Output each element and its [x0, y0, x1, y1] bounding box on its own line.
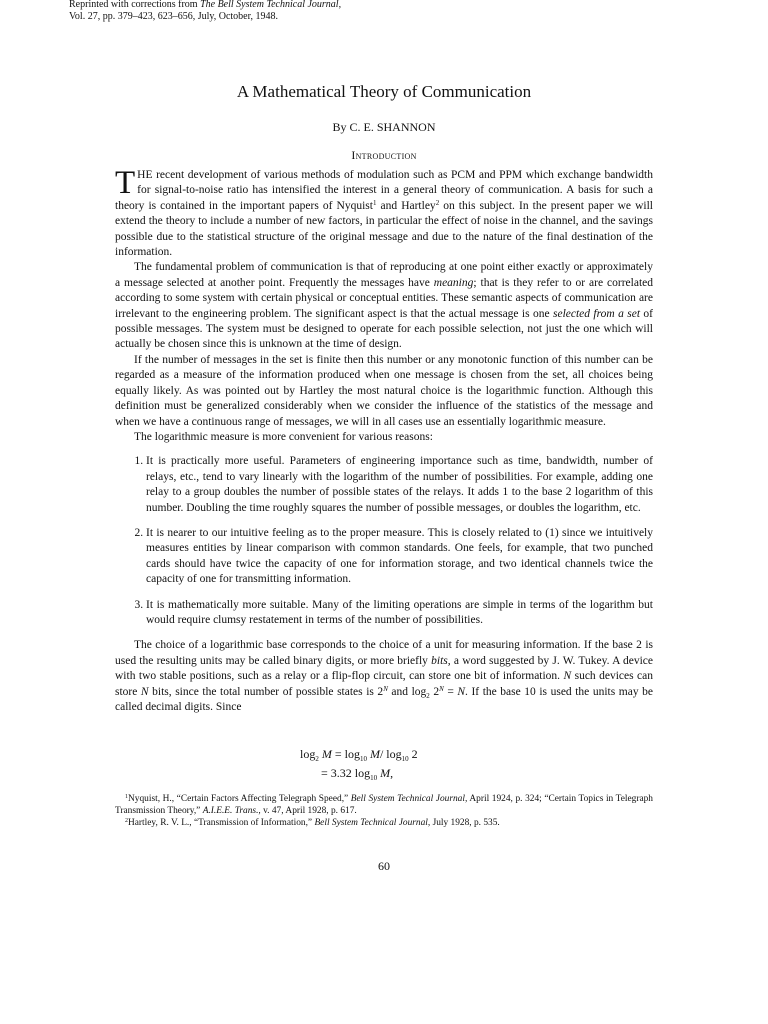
- eq-var-m: M: [321, 747, 332, 761]
- p1-text-b: and Hartley: [376, 199, 436, 212]
- subscript-2: 2: [426, 691, 430, 700]
- p2-text-b: ; that is they refer to or are correlated according to some system with certain physical or conceptual entities. These semantic aspects of communication are irrelevant to the engineering problem. The significant aspect is that the actual message is one: [115, 276, 653, 320]
- superscript-n: [383, 685, 388, 693]
- footnote-1: [115, 793, 653, 817]
- eq-sub: 10: [359, 755, 367, 763]
- p1-text-a: HE recent development of various methods of modulation such as PCM and PPM which exchange bandwidth for signal-to-noise ratio has intensified the interest in a general theory of communication. A basis for such a theory is contained in the important papers of Nyquist: [115, 169, 653, 212]
- fn1-journal: Bell System Technical Journal,: [350, 794, 468, 804]
- footnote-mark: 2: [125, 818, 128, 824]
- p5-text-g: =: [443, 685, 458, 698]
- eq-punct: ,: [390, 766, 394, 780]
- var-n: N: [457, 685, 466, 698]
- section-heading-introduction: Introduction: [351, 148, 417, 162]
- footnote-ref-1[interactable]: 1: [372, 198, 377, 207]
- emphasis-meaning: meaning: [433, 276, 474, 289]
- body-text: [115, 165, 653, 715]
- p2-text-a: The fundamental problem of communication is that of reproducing at one point either exactly or approximately a message selected at another point. Frequently the messages have: [115, 261, 653, 289]
- var-n: N: [563, 670, 572, 683]
- fn1-journal-2: A.I.E.E. Trans.,: [202, 806, 261, 816]
- footnotes: [115, 793, 653, 829]
- reprint-prefix: Reprinted with corrections from: [69, 0, 201, 10]
- eq-var-m: M: [380, 766, 391, 780]
- eq-log: = log: [331, 747, 360, 761]
- footnote-mark: 1: [125, 794, 128, 800]
- drop-cap: T: [115, 165, 136, 201]
- reprint-note: [69, 0, 629, 23]
- list-item: 2. It is nearer to our intuitive feeling as to the proper measure. This is closely related to (1) since we intuitively measures entities by linear comparison with common standards. One feels, for example, that two punched cards should have twice the capacity of one for information storage, and two identical channels twice the capacity of one for transmitting information.: [146, 526, 653, 588]
- equation-row-1: [300, 745, 500, 764]
- p5-text-a: The choice of a logarithmic base corresponds to the choice of a unit for measuring information. If the base 2 is used the resulting units may be called binary digits, or more briefly: [115, 639, 653, 667]
- p5-text-h: . If the base 10 is used the units may be called decimal digits. Since: [115, 685, 653, 713]
- paragraph-2: [115, 260, 653, 352]
- fn1-text-c: v. 47, April 1928, p. 617.: [260, 806, 357, 816]
- reprint-note-line2: Vol. 27, pp. 379–423, 623–656, July, October, 1948.: [69, 11, 279, 22]
- paper-title: A Mathematical Theory of Communication: [236, 82, 532, 101]
- eq-sub: 2: [315, 755, 319, 763]
- footnote-2: [115, 817, 653, 829]
- emphasis-bits: bits,: [431, 654, 451, 667]
- eq-const: 2: [411, 747, 418, 761]
- fn1-text-b: April 1924, p. 324; “Certain Topics in Telegraph Transmission Theory,”: [115, 794, 653, 816]
- p5-text-c: such devices can store: [115, 670, 653, 698]
- paragraph-5: [115, 638, 653, 715]
- fn1-text-a: Nyquist, H., “Certain Factors Affecting Telegraph Speed,”: [128, 794, 351, 804]
- eq-var-m: M: [369, 747, 380, 761]
- paragraph-4: The logarithmic measure is more convenient for various reasons:: [134, 430, 433, 443]
- p2-text-c: of possible messages. The system must be designed to operate for each possible selection, not just the one which will actually be chosen since this is unknown at the time of design.: [115, 307, 653, 351]
- page-number: 60: [378, 859, 390, 873]
- list-item: 1. It is practically more useful. Parameters of engineering importance such as time, bandwidth, number of relays, etc., tend to vary linearly with the logarithm of the number of possibilities. For example, adding one relay to a group doubles the number of possible states of the relays. It adds 1 to the base 2 logarithm of this number. Doubling the time roughly squares the number of possible messages, or doubles the logarithm, etc.: [146, 454, 653, 516]
- reprint-note-line1: [69, 0, 629, 11]
- p5-text-b: a word suggested by J. W. Tukey. A device with two stable positions, such as a relay or a flip-flop circuit, can store one bit of information.: [115, 654, 653, 683]
- eq-log: / log: [379, 747, 402, 761]
- eq-log: = 3.32 log: [321, 766, 371, 780]
- footnote-ref-2[interactable]: 2: [435, 198, 440, 207]
- paragraph-3: If the number of messages in the set is finite then this number or any monotonic function of this number can be regarded as a measure of the information produced when one message is chosen from the set, all choices being equally likely. As was pointed out by Hartley the most natural choice is the logarithmic function. Although this definition must be generalized considerably when we consider the influence of the statistics of the message and when we have a continuous range of messages, we will in all cases use an essentially logarithmic measure.: [115, 353, 653, 428]
- author-byline: By C. E. SHANNON: [332, 120, 436, 134]
- fn2-text-a: Hartley, R. V. L., “Transmission of Information,”: [128, 818, 315, 828]
- var-n: N: [439, 684, 444, 693]
- p5-text-d: bits, since the total number of possible states is 2: [148, 685, 384, 698]
- eq-sub: 10: [401, 755, 409, 763]
- eq-sub: 10: [370, 774, 378, 782]
- equation-log-conversion: [300, 745, 500, 783]
- superscript-n: [439, 685, 444, 693]
- p5-text-e: and log: [387, 685, 427, 698]
- p5-text-f: 2: [429, 685, 440, 698]
- emphasis-selected-from-a-set: selected from a set: [552, 307, 641, 320]
- eq-log: log: [300, 747, 316, 761]
- fn2-journal: Bell System Technical Journal,: [314, 818, 431, 828]
- reasons-list: [115, 454, 653, 628]
- list-item: 3. It is mathematically more suitable. Many of the limiting operations are simple in terms of the logarithm but would require clumsy restatement in terms of the number of possibilities.: [146, 598, 653, 629]
- var-n: N: [383, 684, 388, 693]
- paragraph-1: [115, 165, 653, 260]
- p1-text-c: on this subject. In the present paper we will extend the theory to include a number of new factors, in particular the effect of noise in the channel, and the savings possible due to the statistical structure of the original message and due to the nature of the final destination of the information.: [115, 199, 653, 259]
- var-n: N: [140, 685, 149, 698]
- reprint-journal: The Bell System Technical Journal,: [200, 0, 342, 10]
- equation-row-2: [300, 764, 500, 783]
- fn2-text-b: July 1928, p. 535.: [430, 818, 500, 828]
